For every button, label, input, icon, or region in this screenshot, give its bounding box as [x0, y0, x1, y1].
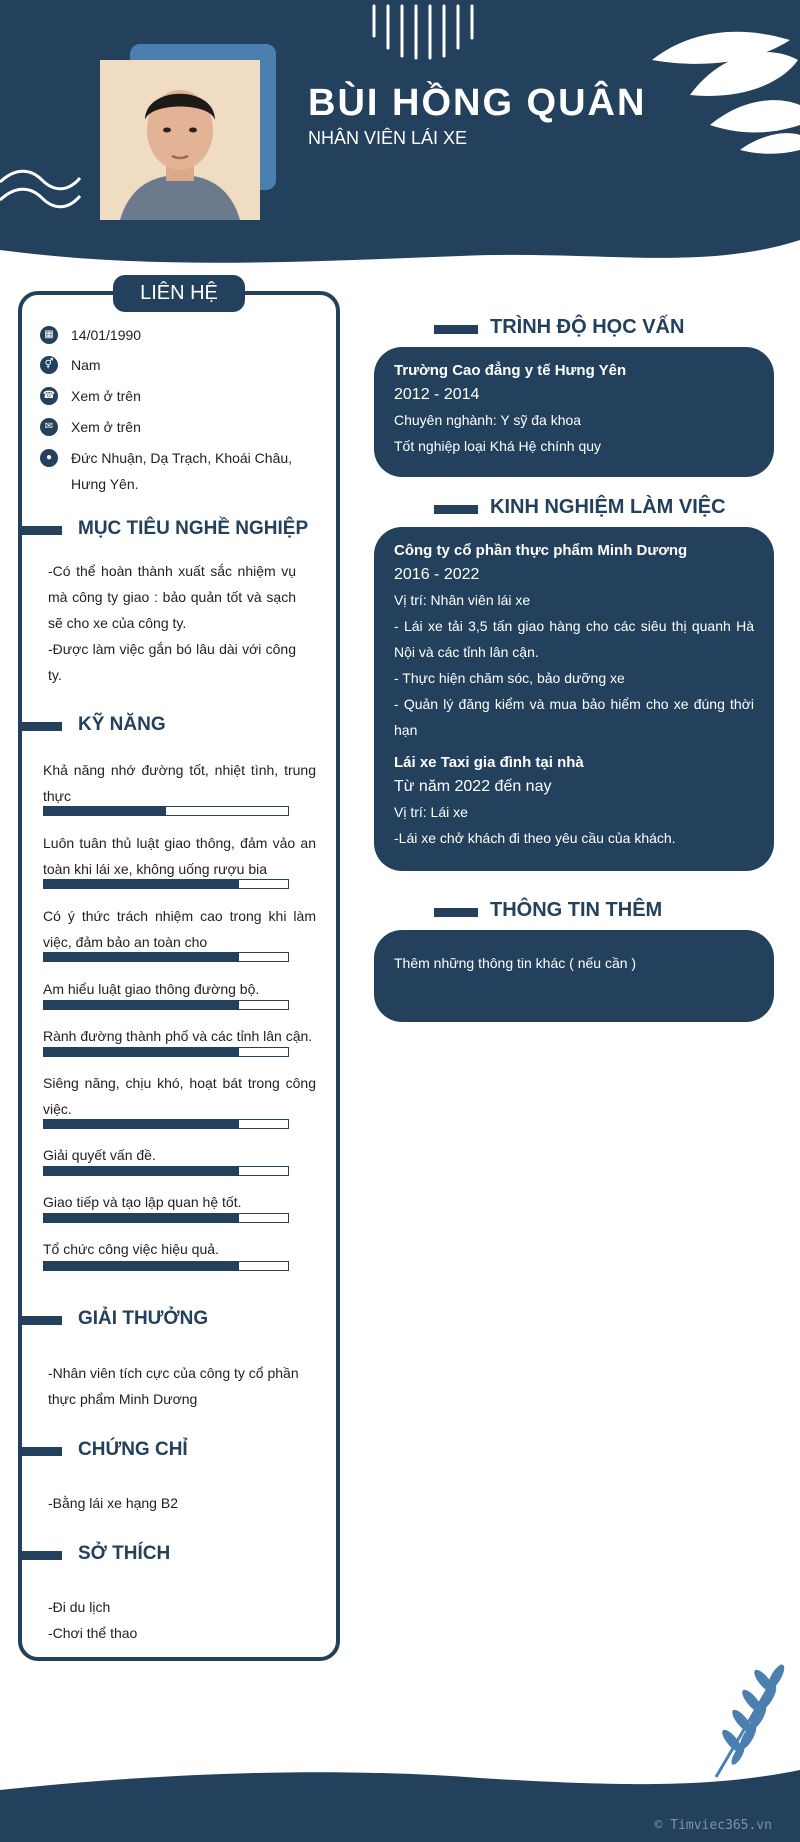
objective-section-bar — [20, 526, 62, 535]
job-entry — [394, 751, 754, 851]
job-years: Từ năm 2022 đến nay — [394, 778, 552, 795]
skill-level-bar — [43, 1213, 289, 1223]
skill-label: Rành đường thành phố và các tỉnh lân cận. — [43, 1028, 313, 1044]
skill-level-fill — [44, 1048, 239, 1056]
skill-label: Siêng năng, chịu khó, hoạt bát trong công việc. — [43, 1075, 316, 1117]
hobbies-section-bar — [20, 1551, 62, 1560]
job-detail: - Quản lý đăng kiểm và mua bảo hiểm cho xe đúng thời hạn — [394, 696, 754, 738]
skills-section-title: KỸ NĂNG — [78, 714, 166, 735]
skill-label: Giao tiếp và tạo lập quan hệ tốt. — [43, 1194, 242, 1210]
education-section-bar — [434, 325, 478, 334]
extra-section-bar — [434, 908, 478, 917]
experience-card — [374, 527, 774, 871]
extra-text: Thêm những thông tin khác ( nếu cần ) — [394, 955, 637, 971]
hobby-item: -Đi du lịch — [48, 1599, 111, 1615]
experience-section-title: KINH NGHIỆM LÀM VIỆC — [490, 496, 726, 518]
skill-level-fill — [44, 1262, 239, 1270]
school-name: Trường Cao đẳng y tế Hưng Yên — [394, 362, 627, 379]
skill-label: Khả năng nhớ đường tốt, nhiệt tình, trung thực — [43, 762, 316, 804]
skill-level-fill — [44, 807, 166, 815]
objective-line: -Được làm việc gắn bó lâu dài với công ty. — [48, 641, 296, 683]
footer-watermark: © Timviec365.vn — [654, 1818, 772, 1833]
skill-level-bar — [43, 1119, 289, 1129]
skill-level-bar — [43, 1261, 289, 1271]
skill-level-bar — [43, 1000, 289, 1010]
job-detail: Vị trí: Lái xe — [394, 804, 468, 820]
education-result: Tốt nghiệp loại Khá Hệ chính quy — [394, 438, 602, 454]
skill-level-fill — [44, 1120, 239, 1128]
skill-level-fill — [44, 1214, 239, 1222]
email-icon: ✉ — [40, 418, 58, 436]
skill-level-fill — [44, 1001, 239, 1009]
location-icon: ● — [40, 449, 58, 467]
job-detail: - Lái xe tải 3,5 tấn giao hàng cho các siêu thị quanh Hà Nội và các tỉnh lân cận. — [394, 618, 754, 660]
gender-icon: ⚥ — [40, 356, 58, 374]
job-company: Công ty cổ phần thực phẩm Minh Dương — [394, 542, 688, 559]
job-years: 2016 - 2022 — [394, 566, 480, 583]
skill-level-fill — [44, 880, 239, 888]
skill-level-bar — [43, 1047, 289, 1057]
skill-label: Am hiểu luật giao thông đường bộ. — [43, 981, 260, 997]
certificates-text: -Bằng lái xe hạng B2 — [48, 1495, 178, 1511]
skill-level-bar — [43, 1166, 289, 1176]
experience-section-bar — [434, 505, 478, 514]
job-company: Lái xe Taxi gia đình tại nhà — [394, 754, 584, 771]
job-entry — [394, 539, 754, 743]
education-section-title: TRÌNH ĐỘ HỌC VẤN — [490, 316, 685, 338]
certificates-section-bar — [20, 1447, 62, 1456]
candidate-name: BÙI HỒNG QUÂN — [308, 82, 647, 124]
job-title: NHÂN VIÊN LÁI XE — [308, 128, 468, 148]
profile-photo — [100, 60, 260, 220]
education-years: 2012 - 2014 — [394, 386, 480, 403]
awards-section-bar — [20, 1316, 62, 1325]
skill-level-fill — [44, 953, 239, 961]
extra-card — [374, 930, 774, 1022]
education-card — [374, 347, 774, 477]
skill-level-bar — [43, 806, 289, 816]
job-detail: -Lái xe chở khách đi theo yêu cầu của khách. — [394, 830, 676, 846]
awards-section-title: GIẢI THƯỞNG — [78, 1308, 209, 1329]
hobby-item: -Chơi thể thao — [48, 1625, 138, 1641]
education-major: Chuyên nghành: Y sỹ đa khoa — [394, 412, 582, 428]
skill-level-fill — [44, 1167, 239, 1175]
objective-section-title: MỤC TIÊU NGHỀ NGHIỆP — [78, 518, 309, 539]
hobbies-section-title: SỞ THÍCH — [78, 1543, 171, 1564]
skills-section-bar — [20, 722, 62, 731]
awards-text: -Nhân viên tích cực của công ty cổ phần thực phẩm Minh Dương — [48, 1365, 299, 1407]
skill-label: Luôn tuân thủ luật giao thông, đảm vảo an toàn khi lái xe, không uống rượu bia — [43, 835, 316, 877]
contact-section-title: LIÊN HỆ — [113, 275, 245, 312]
certificates-section-title: CHỨNG CHỈ — [78, 1439, 188, 1460]
skill-label: Tổ chức công việc hiệu quả. — [43, 1241, 219, 1257]
phone-icon: ☎ — [40, 387, 58, 405]
skill-level-bar — [43, 952, 289, 962]
skill-level-bar — [43, 879, 289, 889]
footer-wave — [0, 1760, 800, 1800]
hobbies-body — [48, 1594, 308, 1646]
job-detail: Vị trí: Nhân viên lái xe — [394, 592, 531, 608]
calendar-icon: ▦ — [40, 326, 58, 344]
objective-line: -Có thể hoàn thành xuất sắc nhiệm vụ mà công ty giao : bảo quản tốt và sạch sẽ cho xe của công ty. — [48, 563, 296, 631]
skill-label: Có ý thức trách nhiệm cao trong khi làm việc, đảm bảo an toàn cho — [43, 908, 316, 950]
skill-label: Giải quyết vấn đề. — [43, 1147, 156, 1163]
job-detail: - Thực hiện chăm sóc, bảo dưỡng xe — [394, 670, 625, 686]
extra-section-title: THÔNG TIN THÊM — [490, 899, 663, 921]
objective-body — [48, 558, 296, 688]
